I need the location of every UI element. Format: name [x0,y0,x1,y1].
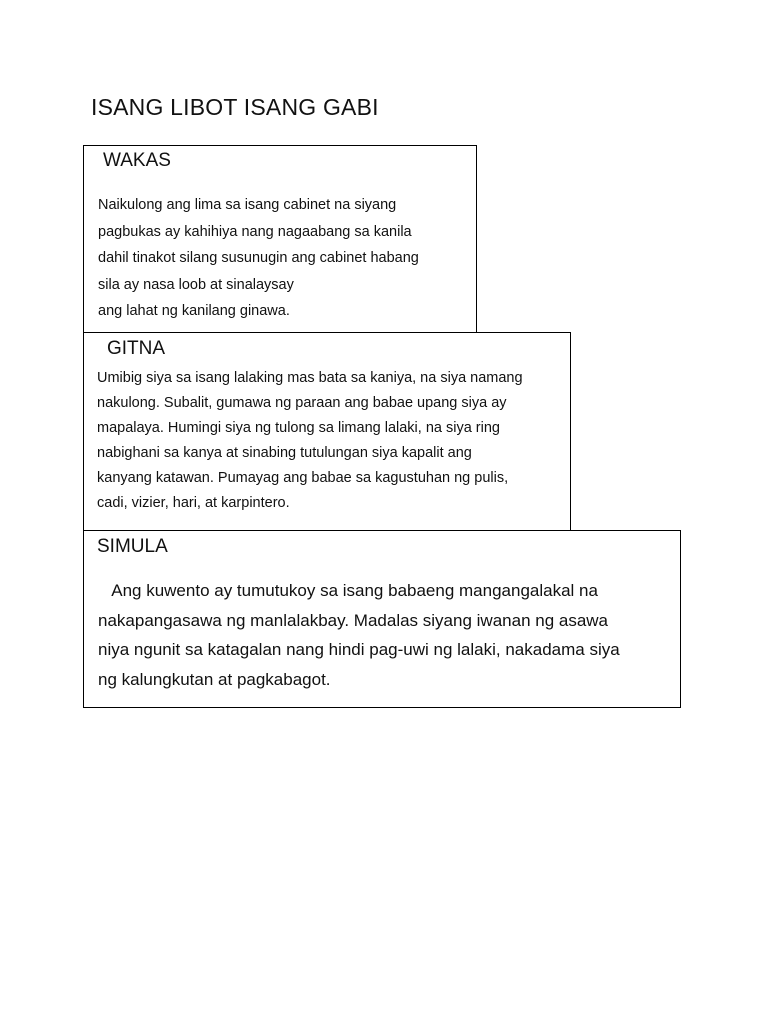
gitna-text [97,366,523,516]
wakas-line: ang lahat ng kanilang ginawa. [98,303,290,319]
gitna-line: Umibig siya sa isang lalaking mas bata sa kaniya, na siya namang [97,370,523,386]
simula-line: niya ngunit sa katagalan nang hindi pag-uwi ng lalaki, nakadama siya [98,640,620,659]
page-title: ISANG LIBOT ISANG GABI [91,94,379,120]
simula-box [83,530,681,708]
gitna-heading: GITNA [107,338,166,359]
gitna-line: nabighani sa kanya at sinabing tutulungan siya kapalit ang [97,445,472,461]
wakas-line: sila ay nasa loob at sinalaysay [98,276,294,293]
gitna-line: cadi, vizier, hari, at karpintero. [97,495,290,511]
simula-text [98,576,620,694]
wakas-text [98,192,419,325]
simula-line: Ang kuwento ay tumutukoy sa isang babaeng mangangalakal na [98,581,598,600]
wakas-box [83,145,477,333]
gitna-line: mapalaya. Humingi siya ng tulong sa limang lalaki, na siya ring [97,420,500,436]
simula-line: ng kalungkutan at pagkabagot. [98,669,331,689]
simula-heading: SIMULA [97,536,168,557]
wakas-line: Naikulong ang lima sa isang cabinet na siyang [98,197,397,213]
wakas-heading: WAKAS [103,150,171,171]
wakas-line: dahil tinakot silang susunugin ang cabinet habang [98,250,419,266]
gitna-box [83,332,571,532]
gitna-line: nakulong. Subalit, gumawa ng paraan ang babae upang siya ay [97,395,507,411]
simula-line: nakapangasawa ng manlalakbay. Madalas siyang iwanan ng asawa [98,610,609,630]
wakas-line: pagbukas ay kahihiya nang nagaabang sa kanila [98,223,412,240]
gitna-line: kanyang katawan. Pumayag ang babae sa kagustuhan ng pulis, [97,470,509,486]
